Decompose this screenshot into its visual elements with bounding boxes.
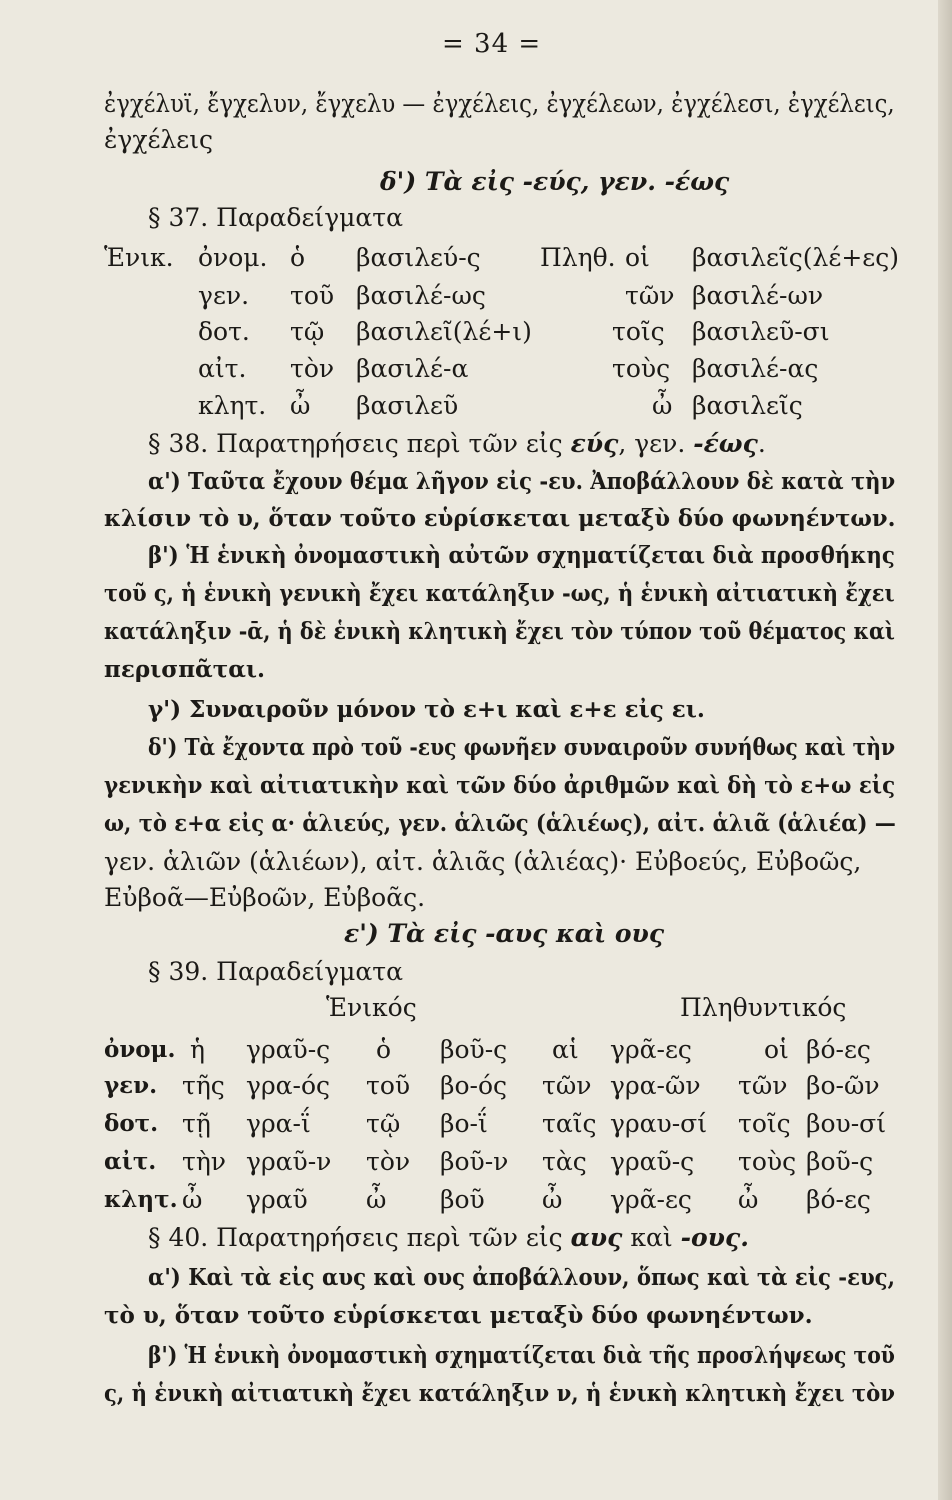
table-cell: βο-ῶν [806, 1071, 880, 1100]
para-38b-line-4: περισπᾶται. [104, 656, 266, 683]
table-cell: γραῦ-ν [246, 1147, 332, 1176]
table-cell: βασιλέ-ων [692, 281, 824, 310]
table-cell: γρα-ῶν [610, 1071, 701, 1100]
table-cell: τοὺς [612, 354, 671, 383]
table-cell: τοῦ [366, 1071, 411, 1100]
intro-line-2: ἐγχέλεις [104, 125, 214, 154]
intro-line-1: ἐγχέλυϊ, ἔγχελυν, ἔγχελυ — ἐγχέλεις, ἐγχέλεων, ἐγχέλεσι, ἐγχέλεις, [104, 89, 895, 118]
table-cell: ὀνομ. [198, 243, 268, 272]
table-cell: γεν. [198, 281, 250, 310]
table-cell: τὴν [182, 1147, 227, 1176]
table-cell: βασιλέ-ως [356, 281, 486, 310]
table-cell: βοῦ-ς [440, 1035, 508, 1064]
para-38c-line-1: γ') Συναιροῦν μόνον τὸ ε+ι καὶ ε+ε εἰς ει. [148, 696, 705, 723]
table-cell: αἱ [552, 1035, 579, 1064]
para-38d-line-3: ω, τὸ ε+α εἰς α· ἁλιεύς, γεν. ἁλιῶς (ἁλιέως), αἰτ. ἁλιᾶ (ἁλιέα) — [104, 810, 896, 837]
table-cell: οἱ [625, 243, 650, 272]
table-cell: γραῦ [246, 1185, 308, 1214]
table-cell: βοῦ-ς [806, 1147, 874, 1176]
para-38d-line-5: Εὐβοᾶ—Εὐβοῶν, Εὐβοᾶς. [104, 883, 426, 912]
table-cell: τῶν [542, 1071, 592, 1100]
para-38b-line-2: τοῦ ς, ἡ ἑνικὴ γενικὴ ἔχει κατάληξιν -ως, ἡ ἑνικὴ αἰτιατικὴ ἔχει [104, 580, 895, 607]
table-cell: τοῖς [738, 1109, 791, 1138]
table-cell: ὦ [652, 391, 673, 420]
table-cell: βασιλεῖς(λέ+ες) [692, 243, 900, 272]
table-cell: τῆς [182, 1071, 225, 1100]
table-cell: γραῦ-ς [246, 1035, 331, 1064]
title-text: § 40. Παρατηρήσεις περὶ τῶν εἰς [148, 1223, 571, 1252]
para-40b-line-2: ς, ἡ ἑνικὴ αἰτιατικὴ ἔχει κατάληξιν ν, ἡ ἑνικὴ κλητικὴ ἔχει τὸν [104, 1380, 895, 1407]
para-38d-line-4: γεν. ἁλιῶν (ἁλιέων), αἰτ. ἁλιᾶς (ἁλιέας)· Εὐβοεύς, Εὐβοῶς, [104, 847, 862, 876]
table-cell: κλητ. [198, 391, 267, 420]
table-cell: ταῖς [542, 1109, 597, 1138]
table-cell: τοὺς [738, 1147, 797, 1176]
para-40a-line-1: α') Καὶ τὰ εἰς αυς καὶ ους ἀποβάλλουν, ὅπως καὶ τὰ εἰς -ευς, [148, 1264, 895, 1291]
section-38-title [148, 428, 766, 460]
para-40a-line-2: τὸ υ, ὅταν τοῦτο εὑρίσκεται μεταξὺ δύο φωνηέντων. [104, 1302, 813, 1329]
table-cell: Ἑνικ. [104, 243, 174, 272]
page-number: = 34 = [442, 29, 542, 59]
title-ending: -ους. [680, 1223, 749, 1252]
table-cell: ὦ [290, 391, 311, 420]
table-cell: αἰτ. [104, 1148, 157, 1175]
table-cell: τῶν [738, 1071, 788, 1100]
para-40b-line-1: β') Ἡ ἑνικὴ ὀνομαστικὴ σχηματίζεται διὰ τῆς προσλήψεως τοῦ [148, 1342, 895, 1369]
table-cell: ὦ [182, 1185, 203, 1214]
table-cell: ὦ [366, 1185, 387, 1214]
title-text: , γεν. [618, 429, 694, 458]
section-e-heading: ε') Τὰ εἰς -αυς καὶ ους [344, 919, 665, 948]
para-38d-line-1: δ') Τὰ ἔχοντα πρὸ τοῦ -ευς φωνῆεν συναιροῦν συνήθως καὶ τὴν [148, 734, 896, 761]
table-cell: τὸν [366, 1147, 411, 1176]
singular-label: Ἑνικός [326, 993, 417, 1022]
table-cell: γρᾶ-ες [610, 1185, 692, 1214]
title-text: § 38. Παρατηρήσεις περὶ τῶν εἰς [148, 429, 571, 458]
table-cell: βασιλέ-ας [692, 354, 819, 383]
page-edge [938, 0, 952, 1500]
table-cell: οἱ [764, 1035, 789, 1064]
section-40-title [148, 1222, 749, 1254]
para-38a-line-1: α') Ταῦτα ἔχουν θέμα λῆγον εἰς -ευ. Ἀποβάλλουν δὲ κατὰ τὴν [148, 468, 896, 495]
section-37-title: § 37. Παραδείγματα [148, 203, 404, 232]
table-cell: Πληθ. [540, 243, 616, 272]
table-cell: δοτ. [104, 1110, 159, 1137]
table-cell: βασιλεῖς [692, 391, 803, 420]
title-ending: -έως [693, 429, 758, 458]
title-text: . [757, 429, 766, 458]
table-cell: ὁ [290, 243, 306, 272]
section-39-title: § 39. Παραδείγματα [148, 957, 404, 986]
table-cell: κλητ. [104, 1186, 178, 1213]
para-38b-line-3: κατάληξιν -ᾱ, ἡ δὲ ἑνικὴ κλητικὴ ἔχει τὸν τύπον τοῦ θέματος καὶ [104, 618, 895, 645]
table-cell: τὸν [290, 354, 335, 383]
table-cell: τῶν [625, 281, 675, 310]
table-cell: τοῖς [612, 317, 665, 346]
section-d-heading: δ') Τὰ εἰς -εύς, γεν. -έως [380, 167, 730, 196]
table-cell: ὁ [376, 1035, 392, 1064]
table-cell: βοῦ [440, 1185, 485, 1214]
table-cell: γρα-ός [246, 1071, 331, 1100]
table-cell: βασιλεῦ-σι [692, 317, 830, 346]
table-cell: τὰς [542, 1147, 587, 1176]
table-cell: τῇ [182, 1109, 211, 1138]
plural-label: Πληθυντικός [680, 993, 847, 1022]
title-suffix: αυς [570, 1223, 623, 1252]
table-cell: ὦ [738, 1185, 759, 1214]
para-38a-line-2: κλίσιν τὸ υ, ὅταν τοῦτο εὑρίσκεται μεταξὺ δύο φωνηέντων. [104, 505, 896, 532]
table-cell: βό-ες [806, 1185, 871, 1214]
table-cell: βοῦ-ν [440, 1147, 509, 1176]
table-cell: βασιλέ-α [356, 354, 469, 383]
table-cell: τῷ [290, 317, 325, 346]
table-cell: γεν. [104, 1072, 158, 1099]
table-cell: δοτ. [198, 317, 250, 346]
table-cell: γραῦ-ς [610, 1147, 695, 1176]
table-cell: ὀνομ. [104, 1036, 176, 1063]
para-38d-line-2: γενικὴν καὶ αἰτιατικὴν καὶ τῶν δύο ἀριθμῶν καὶ δὴ τὸ ε+ω εἰς [104, 772, 896, 799]
table-cell: τῷ [366, 1109, 401, 1138]
table-cell: τοῦ [290, 281, 335, 310]
table-cell: γρα-ΐ [246, 1109, 311, 1138]
table-cell: αἰτ. [198, 354, 247, 383]
table-cell: βασιλεύ-ς [356, 243, 481, 272]
table-cell: γραυ-σί [610, 1109, 708, 1138]
table-cell: ἡ [190, 1035, 205, 1064]
title-text: καὶ [622, 1223, 681, 1252]
table-cell: βο-ΐ [440, 1109, 488, 1138]
table-cell: βασιλεῦ [356, 391, 459, 420]
table-cell: βου-σί [806, 1109, 887, 1138]
title-suffix: εύς [570, 429, 619, 458]
table-cell: γρᾶ-ες [610, 1035, 692, 1064]
para-38b-line-1: β') Ἡ ἑνικὴ ὀνομαστικὴ αὐτῶν σχηματίζεται διὰ προσθήκης [148, 542, 895, 569]
table-cell: βο-ός [440, 1071, 508, 1100]
table-cell: βασιλεῖ(λέ+ι) [356, 317, 532, 346]
table-cell: ὦ [542, 1185, 563, 1214]
table-cell: βό-ες [806, 1035, 871, 1064]
